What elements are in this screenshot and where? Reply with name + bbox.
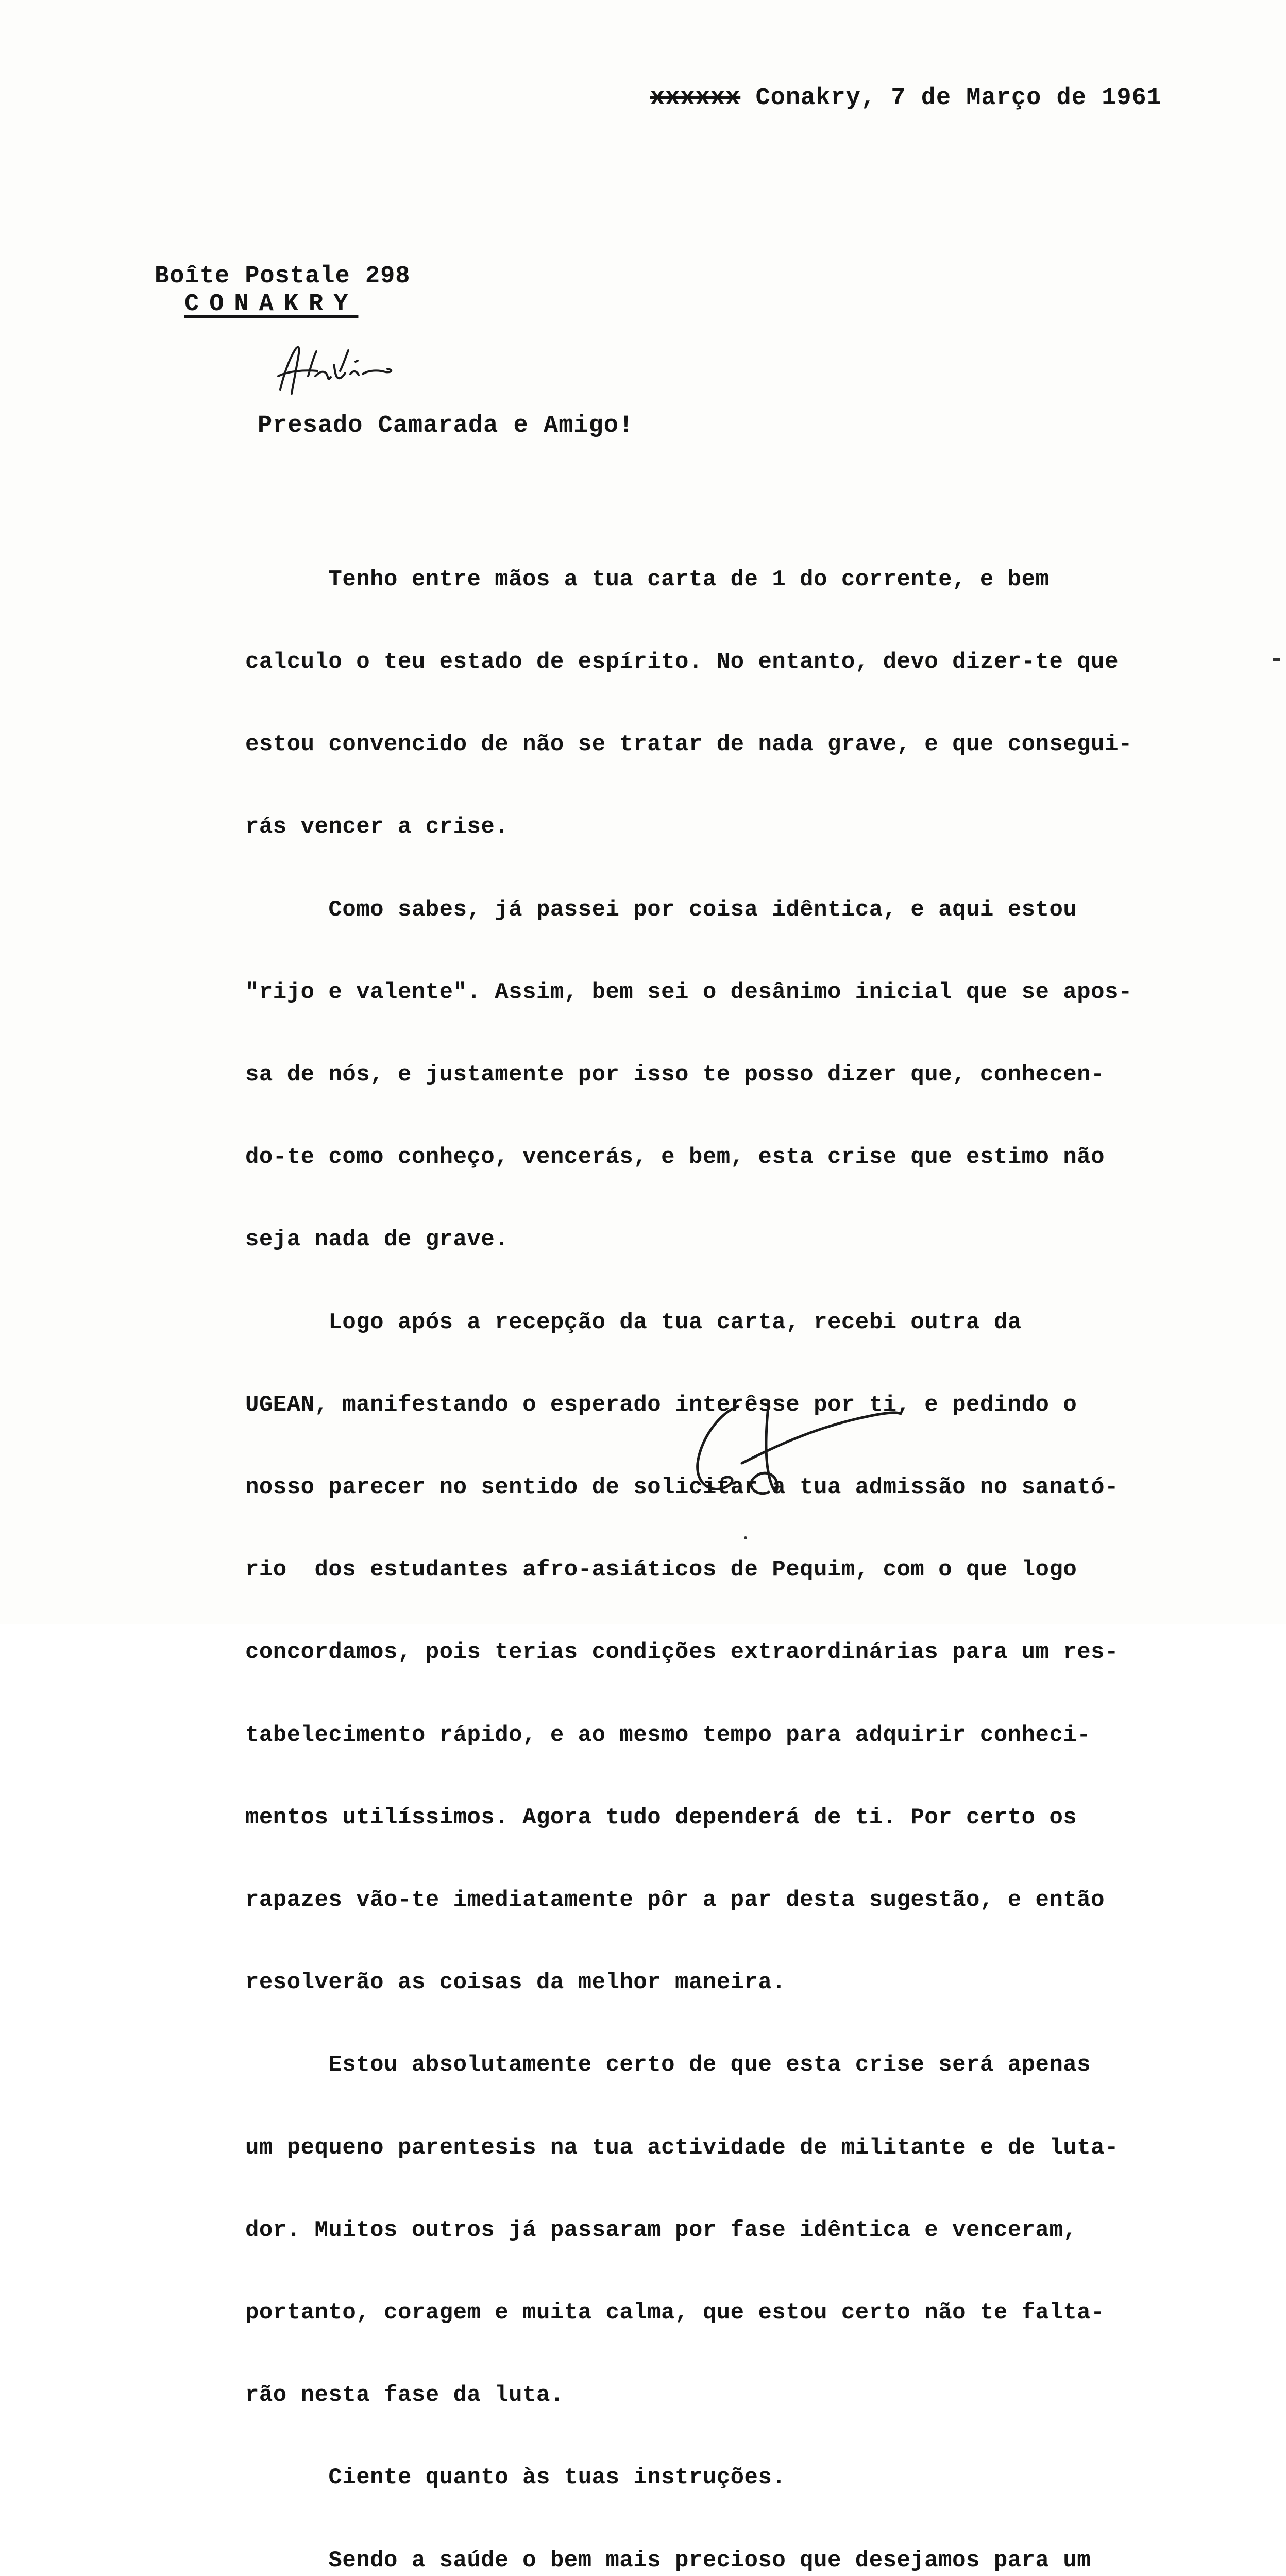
body-line: sa de nós, e justamente por isso te posso dizer que, conhecen- bbox=[245, 1062, 1105, 1088]
body-line: portanto, coragem e muita calma, que estou certo não te falta- bbox=[245, 2300, 1105, 2326]
body-line: resolverão as coisas da melhor maneira. bbox=[245, 1970, 786, 1996]
body-line: Como sabes, já passei por coisa idêntica, e aqui estou bbox=[245, 896, 1077, 923]
body-line: "rijo e valente". Assim, bem sei o desânimo inicial que se apos- bbox=[245, 979, 1132, 1005]
body-line: tabelecimento rápido, e ao mesmo tempo para adquirir conheci- bbox=[245, 1722, 1091, 1748]
postal-address bbox=[155, 263, 410, 318]
body-line: rão nesta fase da luta. bbox=[245, 2382, 564, 2409]
address-line-po-box: Boîte Postale 298 bbox=[155, 263, 411, 290]
address-line-city: CONAKRY bbox=[184, 291, 359, 318]
body-line: seja nada de grave. bbox=[245, 1227, 509, 1253]
body-line: rio dos estudantes afro-asiáticos de Pequim, com o que logo bbox=[245, 1557, 1077, 1583]
body-line: do-te como conheço, vencerás, e bem, esta crise que estimo não bbox=[245, 1144, 1105, 1171]
margin-mark bbox=[744, 1536, 747, 1539]
body-line: calculo o teu estado de espírito. No entanto, devo dizer-te que bbox=[245, 649, 1119, 675]
salutation: Presado Camarada e Amigo! bbox=[258, 412, 634, 439]
handwritten-signature bbox=[690, 1391, 907, 1510]
handwritten-annotation bbox=[268, 340, 422, 402]
body-line: concordamos, pois terias condições extraordinárias para um res- bbox=[245, 1639, 1119, 1666]
body-line: UGEAN, manifestando o esperado interêsse por ti, e pedindo o bbox=[245, 1392, 1077, 1418]
place-and-date: Conakry, 7 de Março de 1961 bbox=[740, 84, 1162, 112]
dateline bbox=[650, 84, 1162, 112]
body-line: Estou absolutamente certo de que esta crise será apenas bbox=[245, 2052, 1091, 2078]
body-line: Tenho entre mãos a tua carta de 1 do corrente, e bem bbox=[245, 566, 1050, 592]
body-line: um pequeno parentesis na tua actividade de militante e de luta- bbox=[245, 2134, 1119, 2161]
body-line: Ciente quanto às tuas instruções. bbox=[245, 2465, 786, 2491]
letter-body bbox=[245, 511, 1224, 2576]
body-line: dor. Muitos outros já passaram por fase idêntica e venceram, bbox=[245, 2217, 1077, 2243]
body-line: Logo após a recepção da tua carta, recebi outra da bbox=[245, 1309, 1022, 1335]
body-line: estou convencido de não se tratar de nada grave, e que consegui- bbox=[245, 732, 1132, 758]
body-line: rás vencer a crise. bbox=[245, 814, 509, 840]
margin-mark bbox=[1273, 658, 1280, 661]
struck-through-text: xxxxxx bbox=[650, 84, 741, 112]
body-line: mentos utilíssimos. Agora tudo dependerá de ti. Por certo os bbox=[245, 1804, 1077, 1831]
body-line: Sendo a saúde o bem mais precioso que desejamos para um bbox=[245, 2547, 1091, 2573]
body-line: nosso parecer no sentido de solicitar a tua admissão no sanató- bbox=[245, 1475, 1119, 1501]
body-line: rapazes vão-te imediatamente pôr a par desta sugestão, e então bbox=[245, 1887, 1105, 1913]
